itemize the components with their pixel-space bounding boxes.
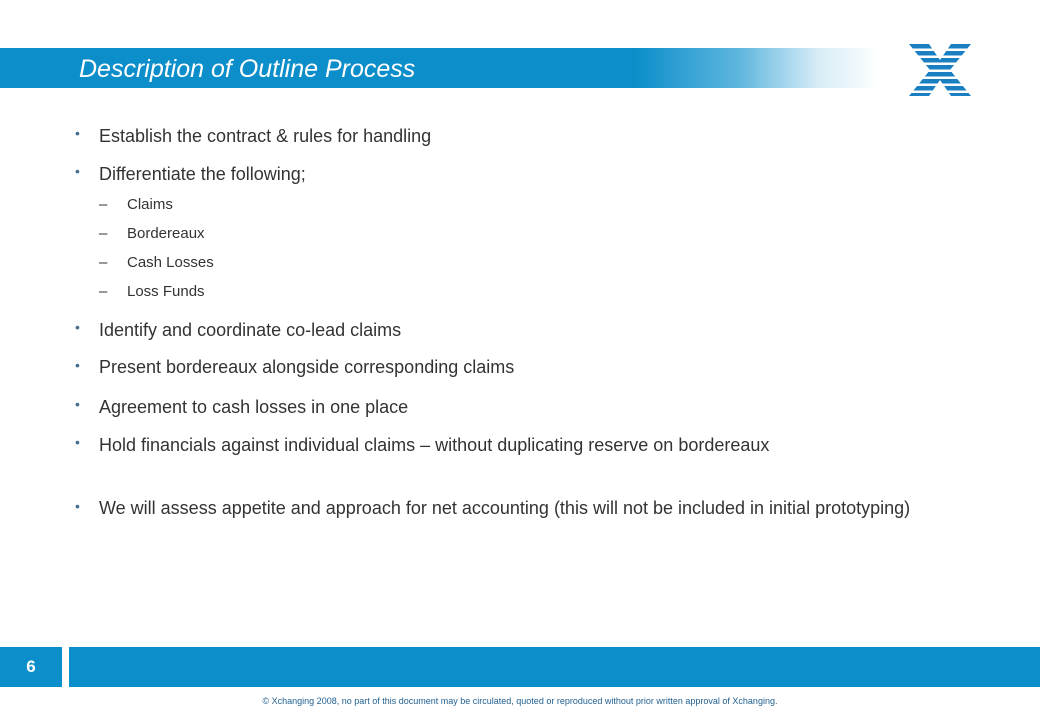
sub-item: Claims <box>127 196 173 213</box>
bullet-item: Establish the contract & rules for handling <box>99 126 432 146</box>
slide-title: Description of Outline Process <box>79 55 416 83</box>
bullet-marker: • <box>75 434 80 450</box>
sub-item-dash: – <box>99 196 108 213</box>
bullet-marker: • <box>75 319 80 335</box>
page-number: 6 <box>26 657 36 676</box>
bullet-marker: • <box>75 498 80 514</box>
sub-item-dash: – <box>99 254 108 271</box>
sub-item: Loss Funds <box>127 283 205 300</box>
bullet-item: Present bordereaux alongside corresponding claims <box>99 357 515 377</box>
sub-item-dash: – <box>99 225 108 242</box>
sub-item: Bordereaux <box>127 225 205 242</box>
bullet-item: Identify and coordinate co-lead claims <box>99 320 402 340</box>
bullet-marker: • <box>75 357 80 373</box>
sub-item-dash: – <box>99 283 108 300</box>
sub-item: Cash Losses <box>127 254 214 271</box>
page-number-box <box>0 647 62 687</box>
bullet-marker: • <box>75 396 80 412</box>
bullet-item: Agreement to cash losses in one place <box>99 397 409 417</box>
footer-bar <box>69 647 1040 687</box>
bullet-item: Hold financials against individual claims – without duplicating reserve on bordereaux <box>99 435 770 455</box>
bullet-item: We will assess appetite and approach for net accounting (this will not be included in initial prototyping) <box>99 498 911 518</box>
bullet-marker: • <box>75 125 80 141</box>
xchanging-logo-icon <box>905 42 975 98</box>
bullet-item: Differentiate the following; <box>99 164 306 184</box>
bullet-marker: • <box>75 163 80 179</box>
copyright-notice: © Xchanging 2008, no part of this document may be circulated, quoted or reproduced without prior written approval of Xchanging. <box>262 696 778 706</box>
